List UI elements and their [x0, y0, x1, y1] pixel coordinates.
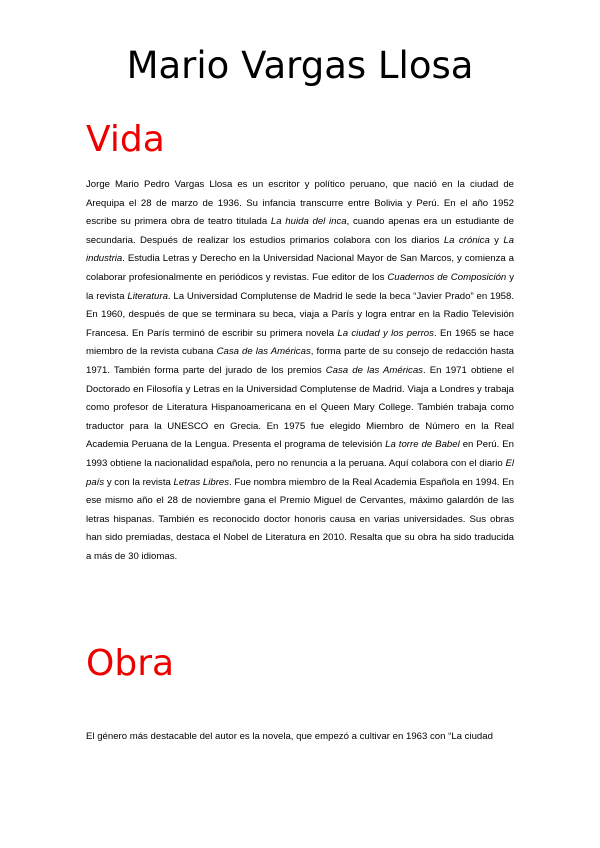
document-title: Mario Vargas Llosa [126, 44, 474, 87]
italic-text: La crónica [443, 234, 490, 246]
italic-text: Letras Libres [173, 476, 230, 488]
italic-text: El país [86, 457, 514, 488]
italic-text: Cuadernos de Composición [387, 271, 507, 283]
italic-text: La torre de Babel [385, 439, 460, 451]
section-heading-vida: Vida [86, 119, 165, 160]
italic-text: La industria [86, 234, 514, 265]
section-heading-obra: Obra [86, 643, 175, 684]
section-body-obra: El género más destacable del autor es la novela, que empezó a cultivar en 1963 con “La ciudad [86, 731, 493, 742]
section-body-vida: Jorge Mario Pedro Vargas Llosa es un escritor y político peruano, que nació en la ciudad de Arequipa el 28 de marzo de 1936. Su infancia transcurre entre Bolivia y Perú. En el año 1952 escribe su primera obra de teatro titulada La huida del inca, cuando apenas era un estudiante de secundaria. Después de realizar los estudios primarios colabora con los diarios La crónica y La industria. Estudia Letras y Derecho en la Universidad Nacional Mayor de San Marcos, y comienza a colaborar profesionalmente en periódicos y revistas. Fue editor de los Cuadernos de Composición y la revista Literatura. La Universidad Complutense de Madrid le sede la beca “Javier Prado” en 1958. En 1960, después de que se terminara su beca, viaja a París y logra entrar en la Radio Televisión Francesa. En París terminó de escribir su primera novela La ciudad y los perros. En 1965 se hace miembro de la revista cubana Casa de las Américas, forma parte de su consejo de redacción hasta 1971. También forma parte del jurado de los premios Casa de las Américas. En 1971 obtiene el Doctorado en Filosofía y Letras en la Universidad Complutense de Madrid. Viaja a Londres y trabaja como profesor de Literatura Hispanoamericana en el Queen Mary College. También trabaja como traductor para la UNESCO en Grecia. En 1975 fue elegido Miembro de Número en la Real Academia Peruana de la Lengua. Presenta el programa de televisión La torre de Babel en Perú. En 1993 obtiene la nacionalidad española, pero no renuncia a la peruana. Aquí colabora con el diario El país y con la revista Letras Libres. Fue nombra miembro de la Real Academia Española en 1994. En ese mismo año el 28 de noviembre gana el Premio Miguel de Cervantes, máximo galardón de las letras hispanas. También es reconocido doctor honoris causa en varias universidades. Sus obras han sido premiadas, destaca el Nobel de Literatura en 2010. Resalta que su obra ha sido traducida a más de 30 idiomas. [86, 179, 515, 562]
italic-text: Literatura [127, 290, 168, 302]
italic-text: Casa de las Américas [325, 364, 423, 376]
italic-text: La ciudad y los perros [337, 327, 434, 339]
italic-text: La huida del inca [270, 216, 347, 228]
italic-text: Casa de las Américas [216, 346, 311, 358]
